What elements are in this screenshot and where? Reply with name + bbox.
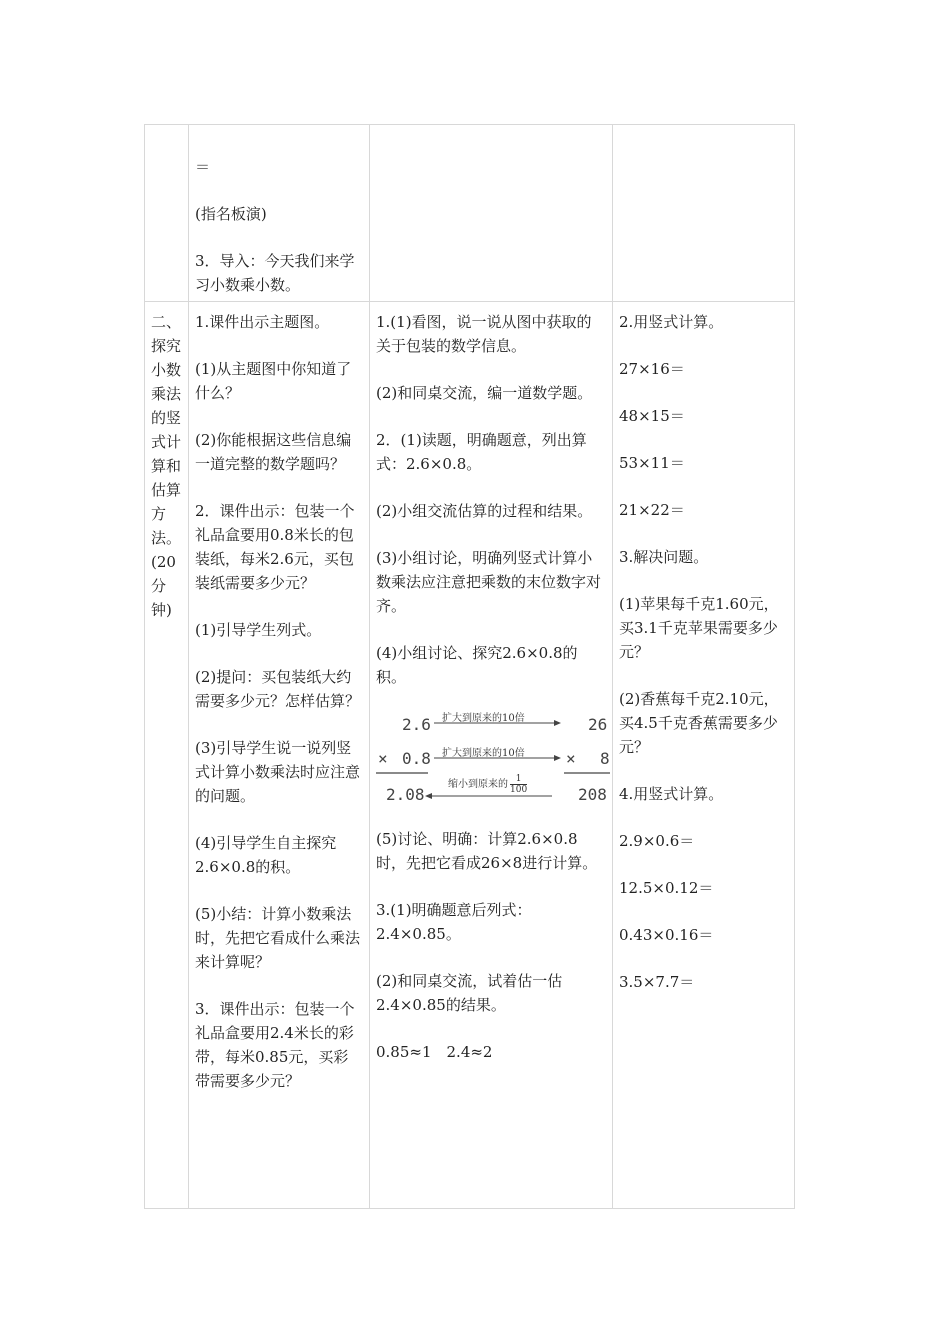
teacher-activity-cell bbox=[189, 125, 370, 302]
exercise-cell bbox=[613, 125, 795, 302]
text-line: 3.解决问题。 bbox=[619, 548, 709, 566]
diagram-result-left: 2.08 bbox=[386, 785, 425, 804]
diagram-top-left: 2.6 bbox=[402, 715, 431, 734]
text-line: (4)引导学生自主探究2.6×0.8的积。 bbox=[195, 834, 337, 876]
text-line: 0.43×0.16＝ bbox=[619, 926, 714, 944]
text-line: 3.5×7.7＝ bbox=[619, 973, 695, 991]
text-line: (2)香蕉每千克2.10元，买4.5千克香蕉需要多少元？ bbox=[619, 690, 779, 756]
diagram-note: 扩大到原来的10倍 bbox=[442, 748, 525, 759]
text-line: 27×16＝ bbox=[619, 360, 685, 378]
diagram-mul-left: 0.8 bbox=[402, 749, 431, 768]
diagram-note-prefix: 缩小到原来的 bbox=[448, 779, 508, 790]
text-line: (1)从主题图中你知道了什么？ bbox=[195, 360, 352, 402]
text-line: (1)苹果每千克1.60元，买3.1千克苹果需要多少元？ bbox=[619, 595, 779, 661]
text-line: (2)小组交流估算的过程和结果。 bbox=[376, 502, 593, 520]
text-line: 53×11＝ bbox=[619, 454, 685, 472]
text-line: (2)提问：买包装纸大约需要多少元？怎样估算？ bbox=[195, 668, 361, 710]
diagram-times-right: × bbox=[566, 749, 576, 768]
diagram-times-left: × bbox=[378, 749, 388, 768]
text-line: 2．课件出示：包装一个礼品盒要用0.8米长的包装纸，每米2.6元，买包装纸需要多少元？ bbox=[195, 502, 355, 592]
text-line: 3.(1)明确题意后列式：2.4×0.85。 bbox=[376, 901, 532, 943]
text-line: 3．课件出示：包装一个礼品盒要用2.4米长的彩带，每米0.85元，买彩带需要多少元？ bbox=[195, 1000, 355, 1090]
text-line: 2．(1)读题，明确题意，列出算式：2.6×0.8。 bbox=[376, 431, 587, 473]
text-line: (2)和同桌交流，编一道数学题。 bbox=[376, 384, 593, 402]
text-line: (指名板演) bbox=[195, 205, 267, 223]
fraction-denominator: 100 bbox=[510, 785, 528, 795]
stage-label: 二、探究小数乘法的竖式计算和估算方法。(20分钟) bbox=[151, 313, 182, 619]
lesson-plan-table bbox=[144, 124, 795, 1209]
text-line: 1.(1)看图，说一说从图中获取的关于包装的数学信息。 bbox=[376, 313, 592, 355]
table-row bbox=[145, 302, 795, 1209]
student-activity-cell bbox=[370, 302, 613, 1209]
student-activity-cell bbox=[370, 125, 613, 302]
exercise-cell bbox=[613, 302, 795, 1209]
text-line: 2.用竖式计算。 bbox=[619, 313, 724, 331]
teacher-activity-cell bbox=[189, 302, 370, 1209]
diagram-result-right: 208 bbox=[578, 785, 607, 804]
text-line: (5)讨论、明确：计算2.6×0.8时，先把它看成26×8进行计算。 bbox=[376, 830, 598, 872]
text-line: 4.用竖式计算。 bbox=[619, 785, 724, 803]
text-line: (1)引导学生列式。 bbox=[195, 621, 322, 639]
text-line: 1.课件出示主题图。 bbox=[195, 313, 330, 331]
text-line: ＝ bbox=[195, 158, 211, 176]
stage-cell bbox=[145, 125, 189, 302]
text-line: (2)你能根据这些信息编一道完整的数学题吗？ bbox=[195, 431, 352, 473]
text-line: 12.5×0.12＝ bbox=[619, 879, 714, 897]
diagram-mul-right: 8 bbox=[600, 749, 610, 768]
text-line: (3)小组讨论，明确列竖式计算小数乘法应注意把乘数的末位数字对齐。 bbox=[376, 549, 602, 615]
text-line: (2)和同桌交流，试着估一估2.4×0.85的结果。 bbox=[376, 972, 563, 1014]
text-line: (5)小结：计算小数乘法时，先把它看成什么乘法来计算呢？ bbox=[195, 905, 361, 971]
multiplication-diagram bbox=[374, 701, 610, 805]
text-line: 3．导入：今天我们来学习小数乘小数。 bbox=[195, 252, 355, 294]
text-line: 0.85≈1 2.4≈2 bbox=[376, 1043, 493, 1061]
text-line: 48×15＝ bbox=[619, 407, 685, 425]
text-line: 2.9×0.6＝ bbox=[619, 832, 695, 850]
text-line: (3)引导学生说一说列竖式计算小数乘法时应注意的问题。 bbox=[195, 739, 361, 805]
diagram-note bbox=[448, 773, 527, 797]
stage-cell bbox=[145, 302, 189, 1209]
text-line: 21×22＝ bbox=[619, 501, 685, 519]
diagram-note: 扩大到原来的10倍 bbox=[442, 713, 525, 724]
fraction-numerator: 1 bbox=[510, 774, 527, 785]
text-line: (4)小组讨论、探究2.6×0.8的积。 bbox=[376, 644, 578, 686]
diagram-top-right: 26 bbox=[588, 715, 608, 734]
table-row bbox=[145, 125, 795, 302]
